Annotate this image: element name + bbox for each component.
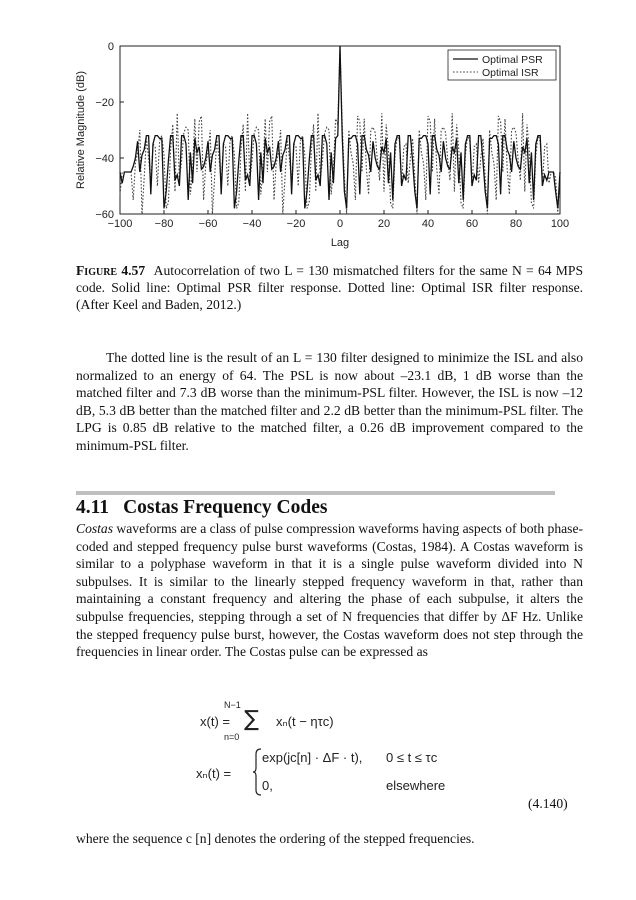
paragraph-costas-intro [76,520,583,661]
legend-label-psr: Optimal PSR [482,54,543,66]
sum-upper-limit: N−1 [224,700,241,710]
sum-lower-limit: n=0 [224,732,240,742]
x-tick-label: 100 [550,218,570,230]
y-tick-label: −40 [95,153,114,165]
y-tick-label: −20 [95,97,114,109]
x-tick-label: −40 [242,218,262,230]
section-divider [76,491,555,495]
x-tick-label: −100 [107,218,133,230]
x-tick-label: 40 [421,218,435,230]
section-title: Costas Frequency Codes [123,497,328,518]
x-tick-label: 80 [509,218,523,230]
case1-condition: 0 ≤ t ≤ τc [386,750,438,765]
x-tick-label: 0 [336,218,344,230]
eq-line2-lhs: xₙ(t) = [196,766,232,781]
x-tick-label: 60 [465,218,479,230]
costas-equation [196,700,480,812]
case2-expression: 0, [262,778,273,793]
paragraph-sequence-note: where the sequence c [n] denotes the ordering of the stepped frequencies. [76,831,475,846]
x-axis-label: Lag [330,237,350,249]
equation-number: (4.140) [528,796,568,811]
section-number: 4.11 [76,497,110,518]
summation-symbol: ∑ [244,707,259,732]
paragraph-dotted-line-analysis: The dotted line is the result of an L = 130 filter designed to minimize the ISL and also normalized to an energy of 64. The PSL is now about –23.1 dB, 1 dB worse than the matched filter and 7.3 dB worse than the minimum-PSL filter. However, the ISL is now –12 dB, 5.3 dB better than the matched filter and 2.2 dB better than the minimum-PSL filter. The LPG is 0.85 dB relative to the matched filter, a 0.26 dB improvement compared to the minimum-PSL filter. [76,350,583,453]
cases-brace [252,748,262,796]
legend-label-isr: Optimal ISR [482,67,539,79]
y-tick-label: −60 [95,209,114,221]
x-tick-label: 20 [377,218,391,230]
costas-intro-text: waveforms are a class of pulse compression waveforms having aspects of both phase-coded and stepped frequency pulse burst waveforms (Costas, 1984). A Costas waveform is similar to a polyphase waveform in that it is a single pulse waveform divided into N subpulses. It is similar to the linearly stepped frequency waveform in that, rather than maintaining a constant frequency and altering the phase of each subpulse, it alters the subpulse frequencies, stepping through a set of N frequencies that differ by ΔF Hz. Unlike the stepped frequency pulse burst, however, the Costas waveform does not step through the frequencies in linear order. The Costas pulse can be expressed as [76,521,584,660]
eq-line1-lhs: x(t) = [200,714,230,729]
figure-caption [76,262,583,313]
costas-term: Costas [76,521,114,536]
section-heading [76,497,327,519]
y-axis-label: Relative Magnitude (dB) [75,70,87,190]
x-tick-label: −80 [154,218,174,230]
case2-condition: elsewhere [386,778,446,793]
x-tick-label: −20 [286,218,306,230]
case1-expression: exp(jc[n] · ΔF · t), [262,750,363,765]
caption-text: Autocorrelation of two L = 130 mismatched filters for the same N = 64 MPS code. Solid line: Optimal PSR filter response. Dotted line: Optimal ISR filter response. (After Keel and Baden, 2012.) [76,263,584,312]
autocorrelation-chart [70,38,590,260]
x-tick-label: −60 [198,218,218,230]
y-tick-label: 0 [107,41,114,53]
autocorrelation-figure [70,38,590,260]
figure-label: Figure 4.57 [76,263,146,278]
eq-line1-rhs: xₙ(t − ητc) [276,714,334,729]
